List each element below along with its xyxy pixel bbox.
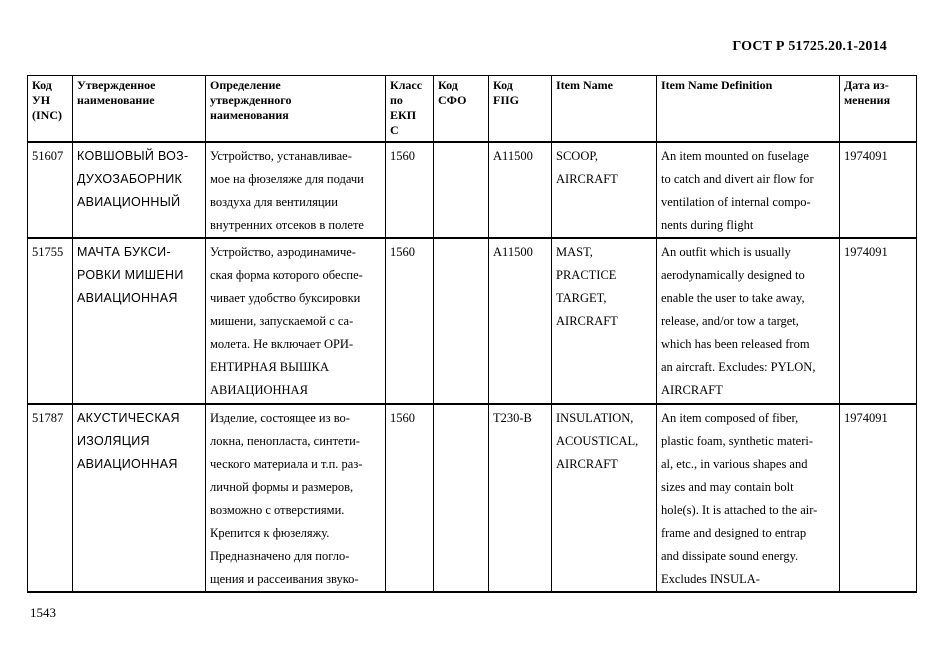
- table-row: [28, 238, 917, 404]
- cell-item-name: INSULATION, ACOUSTICAL, AIRCRAFT: [552, 404, 657, 592]
- cell-item-definition: An item composed of fiber, plastic foam, synthetic materi- al, etc., in various shapes and sizes and may contain bolt hole(s). It is attached to the air- frame and designed to entrap and dissipate sound energy. Excludes INSULA-: [657, 404, 840, 592]
- cell-definition: Изделие, состоящее из во- локна, пенопласта, синтети- ческого материала и т.п. раз- личной формы и размеров, возможно с отверстиями. Крепится к фюзеляжу. Предназначено для погло- щения и рассеивания звуко-: [206, 404, 386, 592]
- header-sfo: Код СФО: [434, 76, 489, 143]
- header-approved-name: Утвержденное наименование: [73, 76, 206, 143]
- cell-inc: 51755: [28, 238, 73, 404]
- cell-approved-name: МАЧТА БУКСИ- РОВКИ МИШЕНИ АВИАЦИОННАЯ: [73, 238, 206, 404]
- cell-item-definition: An item mounted on fuselage to catch and divert air flow for ventilation of internal compo- nents during flight: [657, 142, 840, 238]
- header-class: Класс по ЕКП С: [386, 76, 434, 143]
- cell-inc: 51787: [28, 404, 73, 592]
- cell-sfo: [434, 238, 489, 404]
- cell-definition: Устройство, устанавливае- мое на фюзеляже для подачи воздуха для вентиляции внутренних отсеков в полете: [206, 142, 386, 238]
- cell-class: 1560: [386, 142, 434, 238]
- cell-sfo: [434, 404, 489, 592]
- cell-change-date: 1974091: [840, 142, 917, 238]
- page-number: 1543: [30, 605, 56, 620]
- header-item-name-definition: Item Name Definition: [657, 76, 840, 143]
- cell-item-name: SCOOP, AIRCRAFT: [552, 142, 657, 238]
- cell-class: 1560: [386, 238, 434, 404]
- header-inc: Код УН (INC): [28, 76, 73, 143]
- cell-item-definition: An outfit which is usually aerodynamically designed to enable the user to take away, release, and/or tow a target, which has been released from an aircraft. Excludes: PYLON, AIRCRAFT: [657, 238, 840, 404]
- cell-definition: Устройство, аэродинамиче- ская форма которого обеспе- чивает удобство буксировки мишени, запускаемой с са- молета. Не включает ОРИ- ЕНТИРНАЯ ВЫШКА АВИАЦИОННАЯ: [206, 238, 386, 404]
- table-row: [28, 142, 917, 238]
- cell-sfo: [434, 142, 489, 238]
- cell-approved-name: КОВШОВЫЙ ВОЗ- ДУХОЗАБОРНИК АВИАЦИОННЫЙ: [73, 142, 206, 238]
- table-row: [28, 404, 917, 592]
- cell-class: 1560: [386, 404, 434, 592]
- cell-fiig: A11500: [489, 238, 552, 404]
- item-names-table: [27, 75, 917, 593]
- header-definition: Определение утвержденного наименования: [206, 76, 386, 143]
- cell-inc: 51607: [28, 142, 73, 238]
- cell-fiig: T230-B: [489, 404, 552, 592]
- cell-approved-name: АКУСТИЧЕСКАЯ ИЗОЛЯЦИЯ АВИАЦИОННАЯ: [73, 404, 206, 592]
- header-change-date: Дата из- менения: [840, 76, 917, 143]
- cell-item-name: MAST, PRACTICE TARGET, AIRCRAFT: [552, 238, 657, 404]
- cell-change-date: 1974091: [840, 404, 917, 592]
- document-standard-title: ГОСТ Р 51725.20.1-2014: [732, 39, 887, 54]
- table-header-row: [28, 76, 917, 143]
- header-item-name: Item Name: [552, 76, 657, 143]
- cell-fiig: A11500: [489, 142, 552, 238]
- cell-change-date: 1974091: [840, 238, 917, 404]
- header-fiig: Код FIIG: [489, 76, 552, 143]
